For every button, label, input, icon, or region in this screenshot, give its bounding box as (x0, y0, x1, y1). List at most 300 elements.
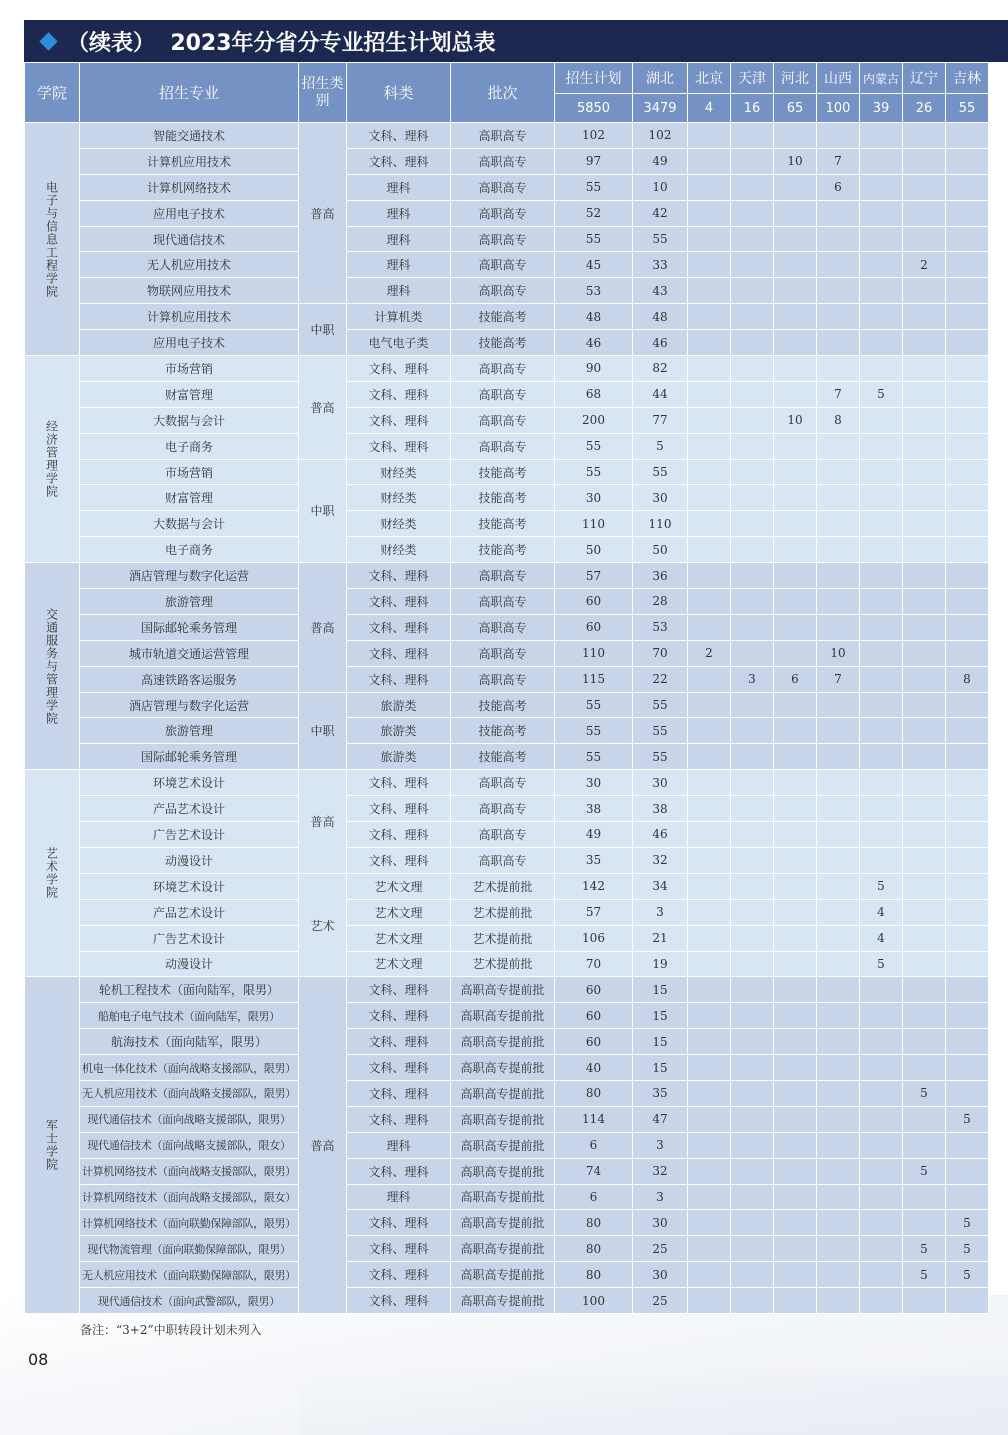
province-cell (774, 226, 817, 252)
major-cell: 大数据与会计 (80, 407, 299, 433)
subject-cell: 旅游类 (347, 718, 451, 744)
province-cell: 47 (633, 1106, 688, 1132)
batch-cell: 技能高考 (451, 718, 555, 744)
table-row (25, 330, 989, 356)
province-cell (774, 252, 817, 278)
province-cell: 35 (633, 1080, 688, 1106)
subject-cell: 文科、理科 (347, 407, 451, 433)
batch-cell: 艺术提前批 (451, 899, 555, 925)
batch-cell: 高职高专提前批 (451, 1080, 555, 1106)
major-cell: 航海技术（面向陆军，限男） (80, 1029, 299, 1055)
type-cell: 中职 (299, 459, 347, 563)
province-cell (946, 614, 989, 640)
table-row (25, 123, 989, 149)
plan-cell: 6 (555, 1132, 633, 1158)
province-cell (774, 822, 817, 848)
province-cell (688, 148, 731, 174)
batch-cell: 高职高专提前批 (451, 1158, 555, 1184)
province-cell (731, 1262, 774, 1288)
province-cell: 25 (633, 1236, 688, 1262)
province-cell (946, 407, 989, 433)
table-row (25, 381, 989, 407)
province-cell (774, 925, 817, 951)
province-cell (946, 433, 989, 459)
subject-cell: 理科 (347, 1132, 451, 1158)
major-cell: 环境艺术设计 (80, 770, 299, 796)
province-cell (731, 123, 774, 149)
major-cell: 酒店管理与数字化运营 (80, 692, 299, 718)
major-cell: 市场营销 (80, 356, 299, 382)
major-cell: 动漫设计 (80, 951, 299, 977)
province-cell (774, 770, 817, 796)
province-cell (903, 977, 946, 1003)
batch-cell: 高职高专提前批 (451, 1184, 555, 1210)
header-province: 湖北 (633, 63, 688, 94)
province-cell (774, 1262, 817, 1288)
province-cell (946, 381, 989, 407)
province-cell (731, 200, 774, 226)
batch-cell: 高职高专提前批 (451, 1210, 555, 1236)
subject-cell: 艺术文理 (347, 951, 451, 977)
province-cell: 38 (633, 796, 688, 822)
table-row (25, 356, 989, 382)
province-cell (860, 1262, 903, 1288)
province-cell (903, 589, 946, 615)
province-cell: 48 (633, 304, 688, 330)
province-cell: 3 (633, 899, 688, 925)
province-cell (946, 640, 989, 666)
province-cell (817, 1003, 860, 1029)
province-cell (774, 330, 817, 356)
province-cell (731, 614, 774, 640)
province-cell (688, 847, 731, 873)
major-cell: 计算机网络技术（面向战略支援部队，限女） (80, 1184, 299, 1210)
province-cell (946, 589, 989, 615)
province-cell (731, 1184, 774, 1210)
province-cell (903, 200, 946, 226)
subject-cell: 文科、理科 (347, 1055, 451, 1081)
province-cell (860, 1055, 903, 1081)
plan-cell: 49 (555, 822, 633, 848)
major-cell: 机电一体化技术（面向战略支援部队，限男） (80, 1055, 299, 1081)
header-major: 招生专业 (80, 63, 299, 123)
plan-cell: 50 (555, 537, 633, 563)
header-province: 吉林 (946, 63, 989, 94)
table-row (25, 226, 989, 252)
province-cell (688, 1055, 731, 1081)
batch-cell: 高职高专 (451, 666, 555, 692)
subject-cell: 文科、理科 (347, 563, 451, 589)
province-cell (774, 356, 817, 382)
province-cell (817, 718, 860, 744)
major-cell: 财富管理 (80, 485, 299, 511)
table-row (25, 407, 989, 433)
province-cell (946, 537, 989, 563)
province-cell (688, 614, 731, 640)
province-cell (731, 304, 774, 330)
province-cell (860, 1080, 903, 1106)
batch-cell: 高职高专提前批 (451, 1029, 555, 1055)
province-cell (903, 381, 946, 407)
province-cell: 55 (633, 459, 688, 485)
province-cell (946, 744, 989, 770)
major-cell: 计算机网络技术（面向联勤保障部队，限男） (80, 1210, 299, 1236)
province-cell: 34 (633, 873, 688, 899)
province-cell (731, 847, 774, 873)
province-cell (860, 537, 903, 563)
table-row (25, 1210, 989, 1236)
subject-cell: 文科、理科 (347, 1029, 451, 1055)
type-cell: 普高 (299, 977, 347, 1314)
province-cell (903, 174, 946, 200)
province-cell (731, 640, 774, 666)
province-cell (946, 148, 989, 174)
batch-cell: 技能高考 (451, 459, 555, 485)
plan-cell: 100 (555, 1288, 633, 1314)
province-cell (946, 1184, 989, 1210)
province-cell (860, 200, 903, 226)
province-cell: 5 (903, 1262, 946, 1288)
province-cell: 10 (817, 640, 860, 666)
table-row (25, 692, 989, 718)
batch-cell: 技能高考 (451, 537, 555, 563)
college-name: 电子与信息工程学院 (44, 180, 59, 298)
subject-cell: 文科、理科 (347, 148, 451, 174)
province-cell (860, 563, 903, 589)
province-cell (817, 330, 860, 356)
plan-cell: 60 (555, 589, 633, 615)
province-cell (817, 873, 860, 899)
plan-cell: 48 (555, 304, 633, 330)
province-cell: 28 (633, 589, 688, 615)
page-number: 08 (28, 1350, 49, 1369)
province-cell (946, 692, 989, 718)
province-cell (774, 977, 817, 1003)
province-cell (731, 537, 774, 563)
header-total: 65 (774, 94, 817, 123)
province-cell (817, 796, 860, 822)
province-cell (817, 744, 860, 770)
plan-cell: 90 (555, 356, 633, 382)
major-cell: 现代通信技术（面向武警部队，限男） (80, 1288, 299, 1314)
subject-cell: 理科 (347, 200, 451, 226)
province-cell (860, 1003, 903, 1029)
major-cell: 酒店管理与数字化运营 (80, 563, 299, 589)
province-cell (860, 589, 903, 615)
province-cell: 5 (860, 873, 903, 899)
province-cell (774, 278, 817, 304)
table-row (25, 977, 989, 1003)
plan-cell: 80 (555, 1210, 633, 1236)
province-cell (946, 1055, 989, 1081)
province-cell (688, 1003, 731, 1029)
title-bar-edge (986, 20, 1008, 62)
province-cell (860, 1029, 903, 1055)
province-cell (688, 433, 731, 459)
province-cell (688, 770, 731, 796)
subject-cell: 文科、理科 (347, 666, 451, 692)
province-cell (860, 148, 903, 174)
college-cell (25, 770, 80, 977)
plan-cell: 110 (555, 640, 633, 666)
batch-cell: 技能高考 (451, 330, 555, 356)
header-college: 学院 (25, 63, 80, 123)
batch-cell: 高职高专 (451, 123, 555, 149)
major-cell: 物联网应用技术 (80, 278, 299, 304)
province-cell (688, 200, 731, 226)
province-cell: 5 (860, 951, 903, 977)
table-row (25, 1029, 989, 1055)
subject-cell: 财经类 (347, 511, 451, 537)
province-cell (774, 1184, 817, 1210)
table-row (25, 1106, 989, 1132)
province-cell (688, 822, 731, 848)
major-cell: 财富管理 (80, 381, 299, 407)
plan-cell: 46 (555, 330, 633, 356)
subject-cell: 文科、理科 (347, 1262, 451, 1288)
province-cell: 7 (817, 148, 860, 174)
province-cell (903, 278, 946, 304)
province-cell (817, 123, 860, 149)
province-cell: 53 (633, 614, 688, 640)
province-cell (860, 278, 903, 304)
province-cell: 7 (817, 666, 860, 692)
subject-cell: 计算机类 (347, 304, 451, 330)
province-cell (731, 744, 774, 770)
plan-cell: 38 (555, 796, 633, 822)
type-cell: 艺术 (299, 873, 347, 977)
header-batch: 批次 (451, 63, 555, 123)
subject-cell: 文科、理科 (347, 1080, 451, 1106)
province-cell (688, 304, 731, 330)
province-cell (946, 718, 989, 744)
batch-cell: 高职高专 (451, 278, 555, 304)
province-cell (817, 899, 860, 925)
province-cell (860, 640, 903, 666)
province-cell: 19 (633, 951, 688, 977)
province-cell (731, 226, 774, 252)
subject-cell: 文科、理科 (347, 433, 451, 459)
page-title: （续表） 2023年分省分专业招生计划总表 (67, 30, 496, 56)
province-cell: 10 (633, 174, 688, 200)
province-cell: 30 (633, 1262, 688, 1288)
province-cell (817, 433, 860, 459)
plan-cell: 60 (555, 1003, 633, 1029)
province-cell (860, 796, 903, 822)
province-cell (774, 459, 817, 485)
province-cell (817, 563, 860, 589)
major-cell: 大数据与会计 (80, 511, 299, 537)
subject-cell: 文科、理科 (347, 356, 451, 382)
plan-cell: 97 (555, 148, 633, 174)
province-cell (774, 1236, 817, 1262)
college-name: 经济管理学院 (44, 420, 59, 499)
province-cell (860, 614, 903, 640)
plan-cell: 114 (555, 1106, 633, 1132)
plan-cell: 80 (555, 1080, 633, 1106)
province-cell (688, 692, 731, 718)
batch-cell: 高职高专 (451, 640, 555, 666)
province-cell (903, 1029, 946, 1055)
province-cell (688, 977, 731, 1003)
subject-cell: 旅游类 (347, 744, 451, 770)
province-cell (774, 847, 817, 873)
province-cell (903, 356, 946, 382)
province-cell (688, 381, 731, 407)
province-cell (817, 614, 860, 640)
province-cell (860, 692, 903, 718)
province-cell (731, 433, 774, 459)
province-cell (860, 1106, 903, 1132)
province-cell (688, 226, 731, 252)
header-province: 天津 (731, 63, 774, 94)
province-cell (946, 304, 989, 330)
province-cell (946, 459, 989, 485)
plan-cell: 80 (555, 1262, 633, 1288)
major-cell: 旅游管理 (80, 718, 299, 744)
province-cell: 25 (633, 1288, 688, 1314)
province-cell: 43 (633, 278, 688, 304)
province-cell (817, 1080, 860, 1106)
province-cell (946, 226, 989, 252)
province-cell (860, 977, 903, 1003)
major-cell: 轮机工程技术（面向陆军，限男） (80, 977, 299, 1003)
province-cell (860, 847, 903, 873)
major-cell: 市场营销 (80, 459, 299, 485)
college-cell (25, 123, 80, 356)
province-cell (688, 796, 731, 822)
diamond-icon (39, 32, 57, 50)
plan-cell: 52 (555, 200, 633, 226)
province-cell (731, 485, 774, 511)
province-cell: 77 (633, 407, 688, 433)
subject-cell: 文科、理科 (347, 123, 451, 149)
province-cell (688, 925, 731, 951)
province-cell (860, 822, 903, 848)
province-cell: 46 (633, 822, 688, 848)
province-cell (774, 899, 817, 925)
province-cell (903, 873, 946, 899)
province-cell (946, 485, 989, 511)
plan-cell: 55 (555, 718, 633, 744)
table-row (25, 589, 989, 615)
province-cell: 5 (903, 1236, 946, 1262)
province-cell (688, 899, 731, 925)
major-cell: 计算机应用技术 (80, 304, 299, 330)
table-row (25, 563, 989, 589)
province-cell (774, 1080, 817, 1106)
plan-cell: 60 (555, 1029, 633, 1055)
subject-cell: 文科、理科 (347, 822, 451, 848)
table-row (25, 640, 989, 666)
table-row (25, 200, 989, 226)
plan-cell: 60 (555, 614, 633, 640)
province-cell: 5 (903, 1158, 946, 1184)
major-cell: 环境艺术设计 (80, 873, 299, 899)
province-cell: 2 (688, 640, 731, 666)
province-cell (731, 511, 774, 537)
province-cell (774, 1210, 817, 1236)
subject-cell: 文科、理科 (347, 614, 451, 640)
subject-cell: 文科、理科 (347, 589, 451, 615)
plan-cell: 6 (555, 1184, 633, 1210)
province-cell (903, 822, 946, 848)
table-row (25, 1262, 989, 1288)
province-cell (903, 951, 946, 977)
plan-cell: 142 (555, 873, 633, 899)
province-cell (731, 1288, 774, 1314)
subject-cell: 艺术文理 (347, 925, 451, 951)
province-cell (860, 356, 903, 382)
province-cell (731, 589, 774, 615)
province-cell (774, 563, 817, 589)
batch-cell: 高职高专提前批 (451, 1106, 555, 1132)
province-cell (688, 252, 731, 278)
college-cell (25, 356, 80, 563)
subject-cell: 文科、理科 (347, 796, 451, 822)
table-row (25, 873, 989, 899)
major-cell: 国际邮轮乘务管理 (80, 744, 299, 770)
province-cell: 82 (633, 356, 688, 382)
batch-cell: 高职高专 (451, 200, 555, 226)
type-cell: 中职 (299, 304, 347, 356)
province-cell (688, 1288, 731, 1314)
province-cell (774, 692, 817, 718)
province-cell (688, 589, 731, 615)
batch-cell: 艺术提前批 (451, 925, 555, 951)
province-cell: 50 (633, 537, 688, 563)
province-cell (817, 1132, 860, 1158)
province-cell: 5 (946, 1262, 989, 1288)
batch-cell: 技能高考 (451, 744, 555, 770)
plan-cell: 80 (555, 1236, 633, 1262)
province-cell (903, 925, 946, 951)
plan-cell: 106 (555, 925, 633, 951)
province-cell (774, 1029, 817, 1055)
province-cell (946, 252, 989, 278)
province-cell (774, 174, 817, 200)
table-row (25, 511, 989, 537)
province-cell (817, 200, 860, 226)
province-cell (903, 1210, 946, 1236)
header-total: 16 (731, 94, 774, 123)
province-cell: 5 (860, 381, 903, 407)
batch-cell: 高职高专 (451, 381, 555, 407)
province-cell (731, 899, 774, 925)
plan-cell: 102 (555, 123, 633, 149)
table-row (25, 252, 989, 278)
batch-cell: 高职高专 (451, 563, 555, 589)
province-cell: 32 (633, 1158, 688, 1184)
type-cell: 普高 (299, 356, 347, 460)
province-cell (731, 873, 774, 899)
province-cell (860, 1288, 903, 1314)
major-cell: 应用电子技术 (80, 330, 299, 356)
batch-cell: 高职高专 (451, 770, 555, 796)
province-cell (903, 304, 946, 330)
province-cell (903, 1003, 946, 1029)
province-cell (860, 1210, 903, 1236)
province-cell (688, 356, 731, 382)
province-cell (817, 1288, 860, 1314)
province-cell (903, 226, 946, 252)
batch-cell: 高职高专提前批 (451, 1262, 555, 1288)
college-name: 军士学院 (44, 1119, 59, 1172)
province-cell (903, 459, 946, 485)
table-row (25, 1236, 989, 1262)
province-cell (903, 614, 946, 640)
province-cell (946, 511, 989, 537)
